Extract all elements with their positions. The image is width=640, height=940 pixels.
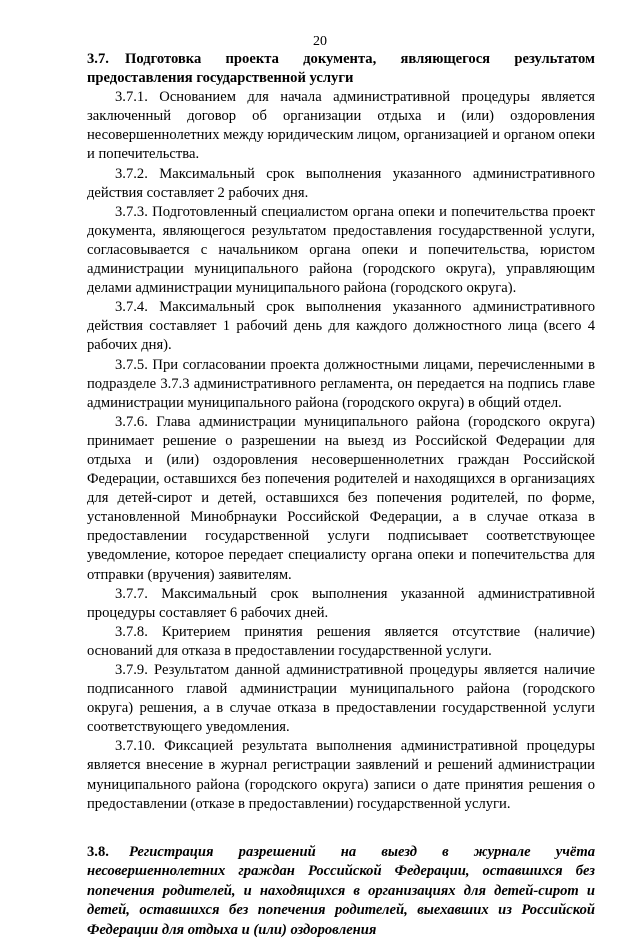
section-title: Подготовка проекта документа, являющегося результатом предоставления государственной услуги (87, 51, 595, 87)
section-heading-3-8: 3.8. Регистрация разрешений на выезд в журнале учёта несовершеннолетних граждан Российской Федерации, оставшихся без попечения родителей, и находящихся в организациях для детей-сирот и детей, оставшихся без попечения родителей, выехавших из Российской Федерации для отдыха и (или) оздоровления (87, 843, 595, 938)
paragraph-3-7-6: 3.7.6. Глава администрации муниципального района (городского округа) принимает решение о разрешении на выезд из Российской Федерации для отдыха и (или) оздоровления несовершеннолетних граждан Российской Федерации, оставшихся без попечения родителей и находящихся в организациях для детей-сирот и детей, оставшихся без попечения родителей, по форме, установленной Минобрнауки Российской Федерации, а в случае отказа в предоставлении государственной услуги подписывает соответствующее уведомление, которое передает специалисту органа опеки и попечительства для отправки (вручения) заявителям. (87, 413, 595, 583)
paragraph-3-7-2: 3.7.2. Максимальный срок выполнения указанного административного действия составляет 2 рабочих дня. (87, 165, 595, 201)
paragraph-3-7-7: 3.7.7. Максимальный срок выполнения указанной административной процедуры составляет 6 рабочих дней. (87, 585, 595, 621)
paragraph-3-7-3: 3.7.3. Подготовленный специалистом органа опеки и попечительства проект документа, являющегося результатом предоставления государственной услуги, согласовывается с начальником органа опеки и попечительства, юристом администрации муниципального района (городского округа), управляющим делами администрации муниципального района (городского округа). (87, 203, 595, 297)
document-body (87, 50, 595, 940)
page-number: 20 (313, 34, 327, 49)
paragraph-3-7-8: 3.7.8. Критерием принятия решения является отсутствие (наличие) оснований для отказа в предоставлении государственной услуги. (87, 623, 595, 659)
section-title: Регистрация разрешений на выезд в журнале учёта несовершеннолетних граждан Российской Федерации, оставшихся без попечения родителей, и находящихся в организациях для детей-сирот и детей, оставшихся без попечения родителей, выехавших из Российской Федерации для отдыха и (или) оздоровления (87, 843, 595, 938)
section-heading-3-7 (87, 50, 595, 88)
section-number: 3.7. (87, 51, 109, 67)
paragraph-3-7-10: 3.7.10. Фиксацией результата выполнения административной процедуры является внесение в журнал регистрации заявлений и решений администрации муниципального района (городского округа) записи о дате принятия решения о предоставлении (отказе в предоставлении) государственной услуги. (87, 738, 595, 812)
paragraph-3-7-9: 3.7.9. Результатом данной административной процедуры является наличие подписанного главой администрации муниципального района (городского округа) решения, а в случае отказа в предоставлении государственной услуги соответствующего уведомления. (87, 662, 595, 736)
paragraph-3-7-5: 3.7.5. При согласовании проекта должностными лицами, перечисленными в подразделе 3.7.3 административного регламента, он передается на подпись главе администрации муниципального района (городского округа) в общий отдел. (87, 356, 595, 411)
paragraph-3-7-4: 3.7.4. Максимальный срок выполнения указанного административного действия составляет 1 рабочий день для каждого должностного лица (всего 4 рабочих дня). (87, 299, 595, 354)
paragraph-3-7-1: 3.7.1. Основанием для начала административной процедуры является заключенный договор об организации отдыха и (или) оздоровления несовершеннолетних между юридическим лицом, организацией и органом опеки и попечительства. (87, 89, 595, 163)
